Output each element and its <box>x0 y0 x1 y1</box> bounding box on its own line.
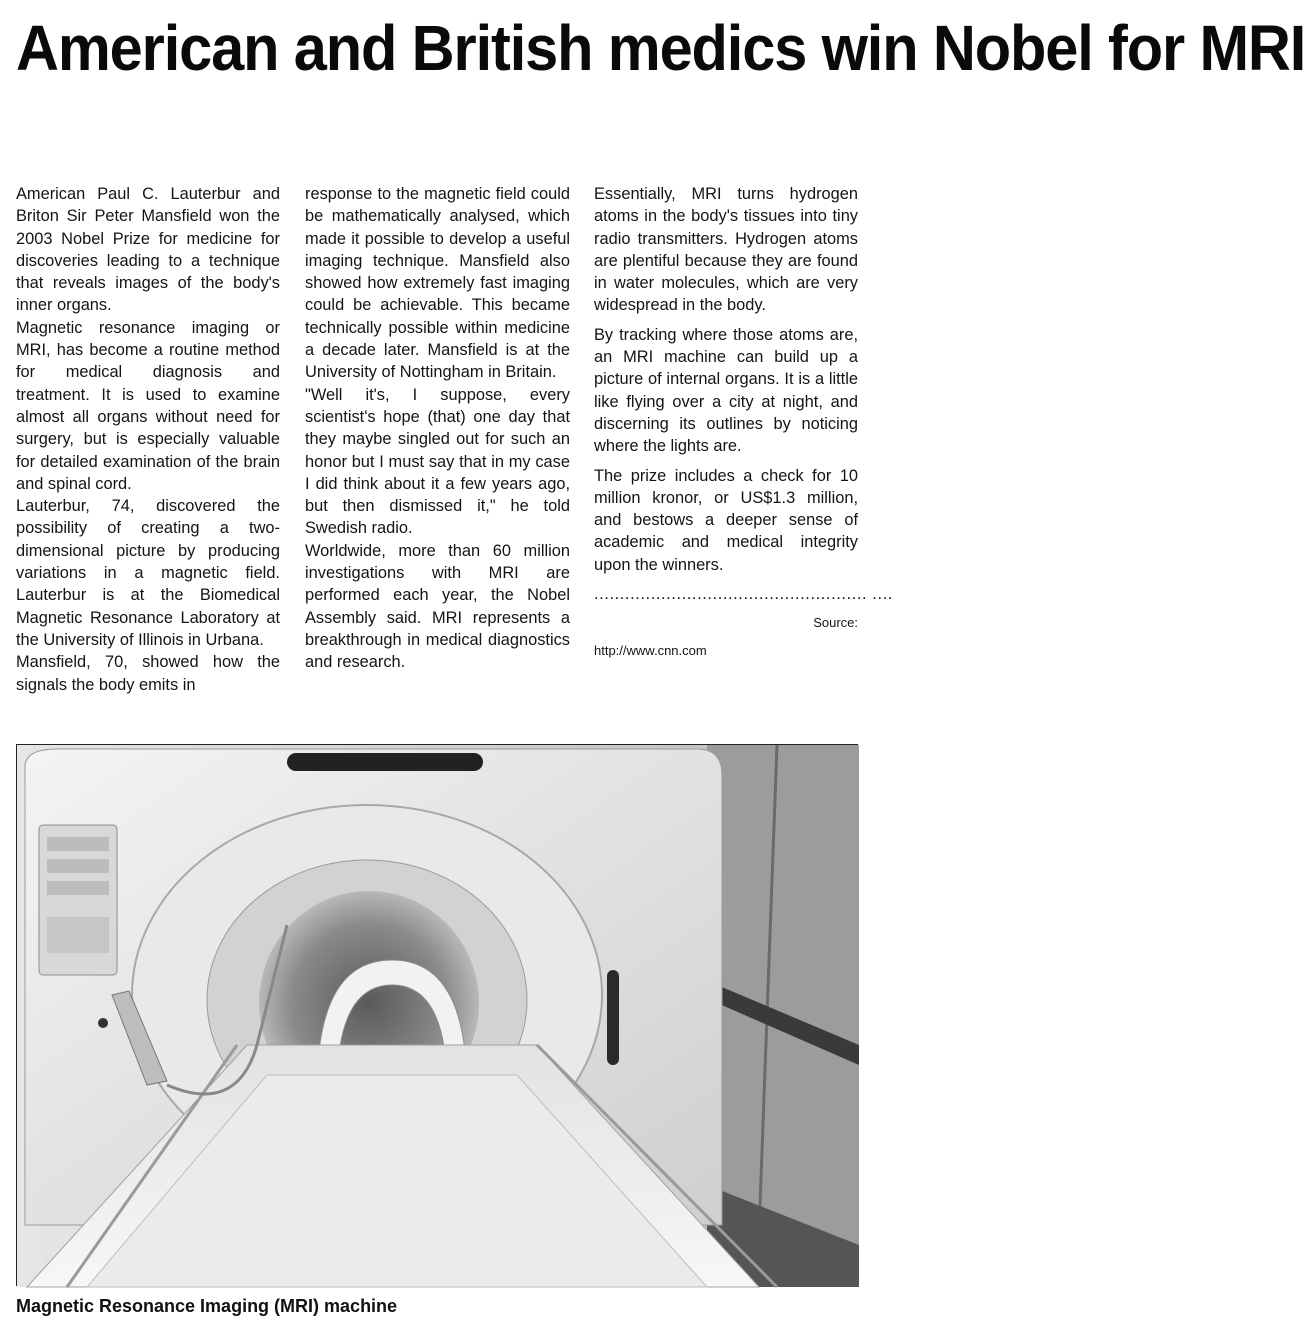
source-label: Source: <box>813 615 858 631</box>
paragraph: Magnetic resonance imaging or MRI, has become a routine method for medical diagnosis and treatment. It is used to examine almost all organs without need for surgery, but is especially valuable for detailed examination of the brain and spinal cord. <box>16 318 280 493</box>
paragraph: "Well it's, I suppose, every scientist's hope (that) one day that they maybe singled out for such an honor but I must say that in my case I did think about it a few years ago, but then dismissed it," he told Swedish radio. <box>305 385 570 538</box>
paragraph: response to the magnetic field could be mathematically analysed, which made it possible to develop a useful imaging technique. Mansfield also showed how extremely fast imaging could be achievable. This became technically possible within medicine a decade later. Mansfield is at the University of Nottingham in Britain. <box>305 185 570 382</box>
article-column-1 <box>16 183 280 696</box>
headline: American and British medics win Nobel for MRI <box>16 12 1305 84</box>
mri-machine-photo <box>16 744 858 1286</box>
paragraph: Worldwide, more than 60 million investigations with MRI are performed each year, the Nobel Assembly said. MRI represents a breakthrough in medical diagnostics and research. <box>305 541 570 672</box>
photo-caption: Magnetic Resonance Imaging (MRI) machine <box>16 1296 398 1316</box>
paragraph: Essentially, MRI turns hydrogen atoms in the body's tissues into tiny radio transmitters. Hydrogen atoms are plentiful because they are found in water molecules, which are very widespread in the body. <box>594 185 858 315</box>
paragraph: By tracking where those atoms are, an MRI machine can build up a picture of internal organs. It is a little like flying over a city at night, and discerning its outlines by noticing where the lights are. <box>594 325 858 456</box>
separator-dots: ..................................................... .... <box>594 585 893 604</box>
paragraph: American Paul C. Lauterbur and Briton Sir Peter Mansfield won the 2003 Nobel Prize for medicine for discoveries leading to a technique that reveals images of the body's inner organs. <box>16 185 280 315</box>
article-column-2 <box>305 183 570 674</box>
source-url: http://www.cnn.com <box>594 643 707 659</box>
paragraph: The prize includes a check for 10 million kronor, or US$1.3 million, and bestows a deeper sense of academic and medical integrity upon the winners. <box>594 466 858 574</box>
paragraph: Mansfield, 70, showed how the signals the body emits in <box>16 653 280 694</box>
paragraph: Lauterbur, 74, discovered the possibility of creating a two-dimensional picture by producing variations in a magnetic field. Lauterbur is at the Biomedical Magnetic Resonance Laboratory at the University of Illinois in Urbana. <box>16 497 280 649</box>
article-column-3 <box>594 183 893 668</box>
